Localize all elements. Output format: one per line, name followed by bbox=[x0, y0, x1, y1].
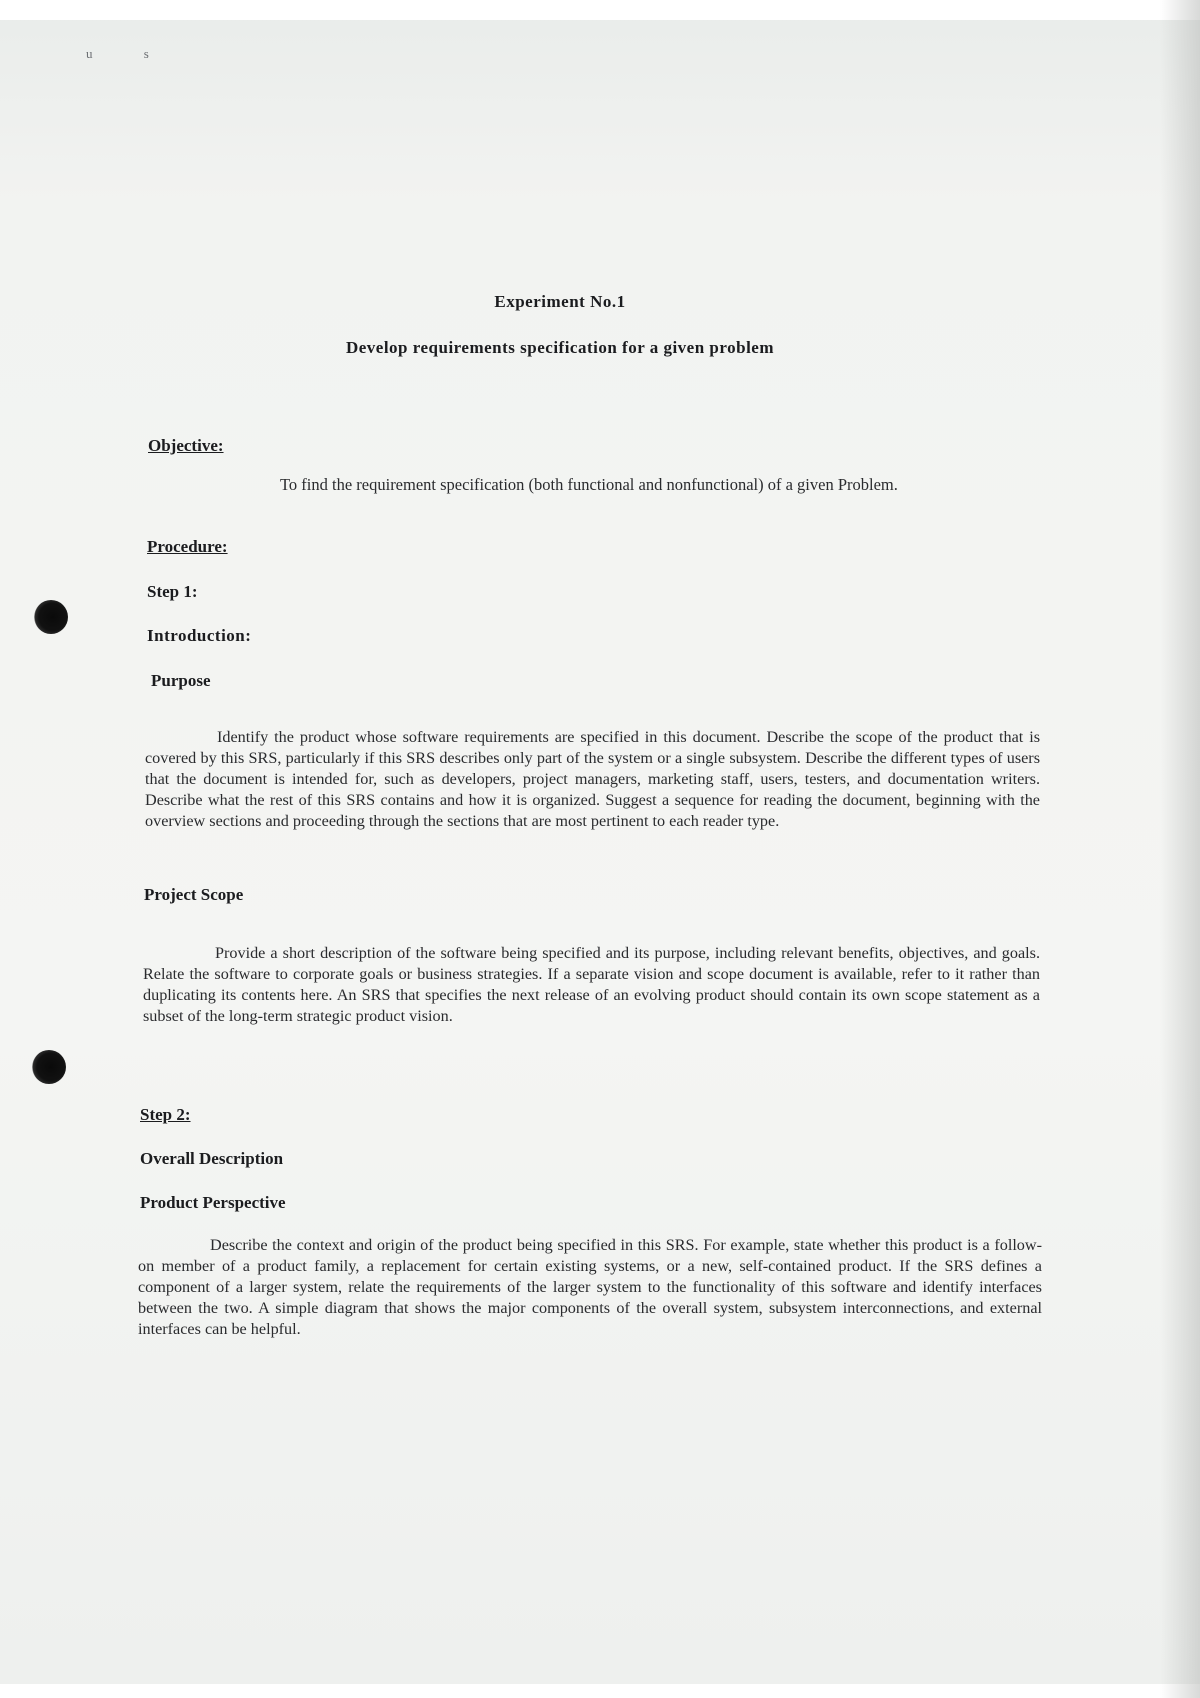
purpose-text: Identify the product whose software requirements are specified in this document. Describe the scope of the product that is covered by this SRS, particularly if this SRS describes only part of the system or a single subsystem. Describe the different types of users that the document is intended for, such as developers, project managers, marketing staff, users, testers, and documentation writers. Describe what the rest of this SRS contains and how it is organized. Suggest a sequence for reading the document, beginning with the overview sections and proceeding through the sections that are most pertinent to each reader type. bbox=[145, 728, 1040, 830]
bottom-border bbox=[0, 1684, 1200, 1698]
step1-heading: Step 1: bbox=[147, 582, 198, 601]
purpose-heading: Purpose bbox=[151, 671, 211, 690]
product-perspective-heading: Product Perspective bbox=[140, 1193, 286, 1212]
purpose-paragraph bbox=[145, 727, 1040, 832]
perspective-text: Describe the context and origin of the product being specified in this SRS. For example, state whether this product is a follow-on member of a product family, a replacement for certain existing systems, or a new, self-contained product. If the SRS defines a component of a larger system, relate the requirements of the larger system to the functionality of this software and identify interfaces between the two. A simple diagram that shows the major components of the overall system, subsystem interconnections, and external interfaces can be helpful. bbox=[138, 1236, 1042, 1338]
experiment-title: Experiment No.1 bbox=[494, 292, 626, 311]
scope-paragraph bbox=[143, 943, 1040, 1027]
top-border bbox=[0, 0, 1200, 20]
step2-heading: Step 2: bbox=[140, 1105, 191, 1124]
experiment-subtitle: Develop requirements specification for a given problem bbox=[345, 338, 775, 357]
procedure-heading: Procedure: bbox=[147, 537, 228, 556]
objective-heading: Objective: bbox=[148, 436, 224, 455]
punch-hole-icon bbox=[34, 600, 68, 634]
page-edge-shadow bbox=[1160, 0, 1200, 1698]
introduction-heading: Introduction: bbox=[147, 626, 252, 645]
objective-text: To find the requirement specification (both functional and nonfunctional) of a given Problem. bbox=[280, 475, 898, 494]
overall-description-heading: Overall Description bbox=[140, 1149, 284, 1168]
perspective-paragraph bbox=[138, 1235, 1042, 1340]
scope-text: Provide a short description of the software being specified and its purpose, including relevant benefits, objectives, and goals. Relate the software to corporate goals or business strategies. If a separate vision and scope document is available, refer to it rather than duplicating its contents here. An SRS that specifies the next release of an evolving product should contain its own scope statement as a subset of the long-term strategic product vision. bbox=[143, 944, 1040, 1025]
corner-mark: u s bbox=[86, 46, 173, 61]
project-scope-heading: Project Scope bbox=[144, 885, 244, 904]
punch-hole-icon bbox=[32, 1050, 66, 1084]
